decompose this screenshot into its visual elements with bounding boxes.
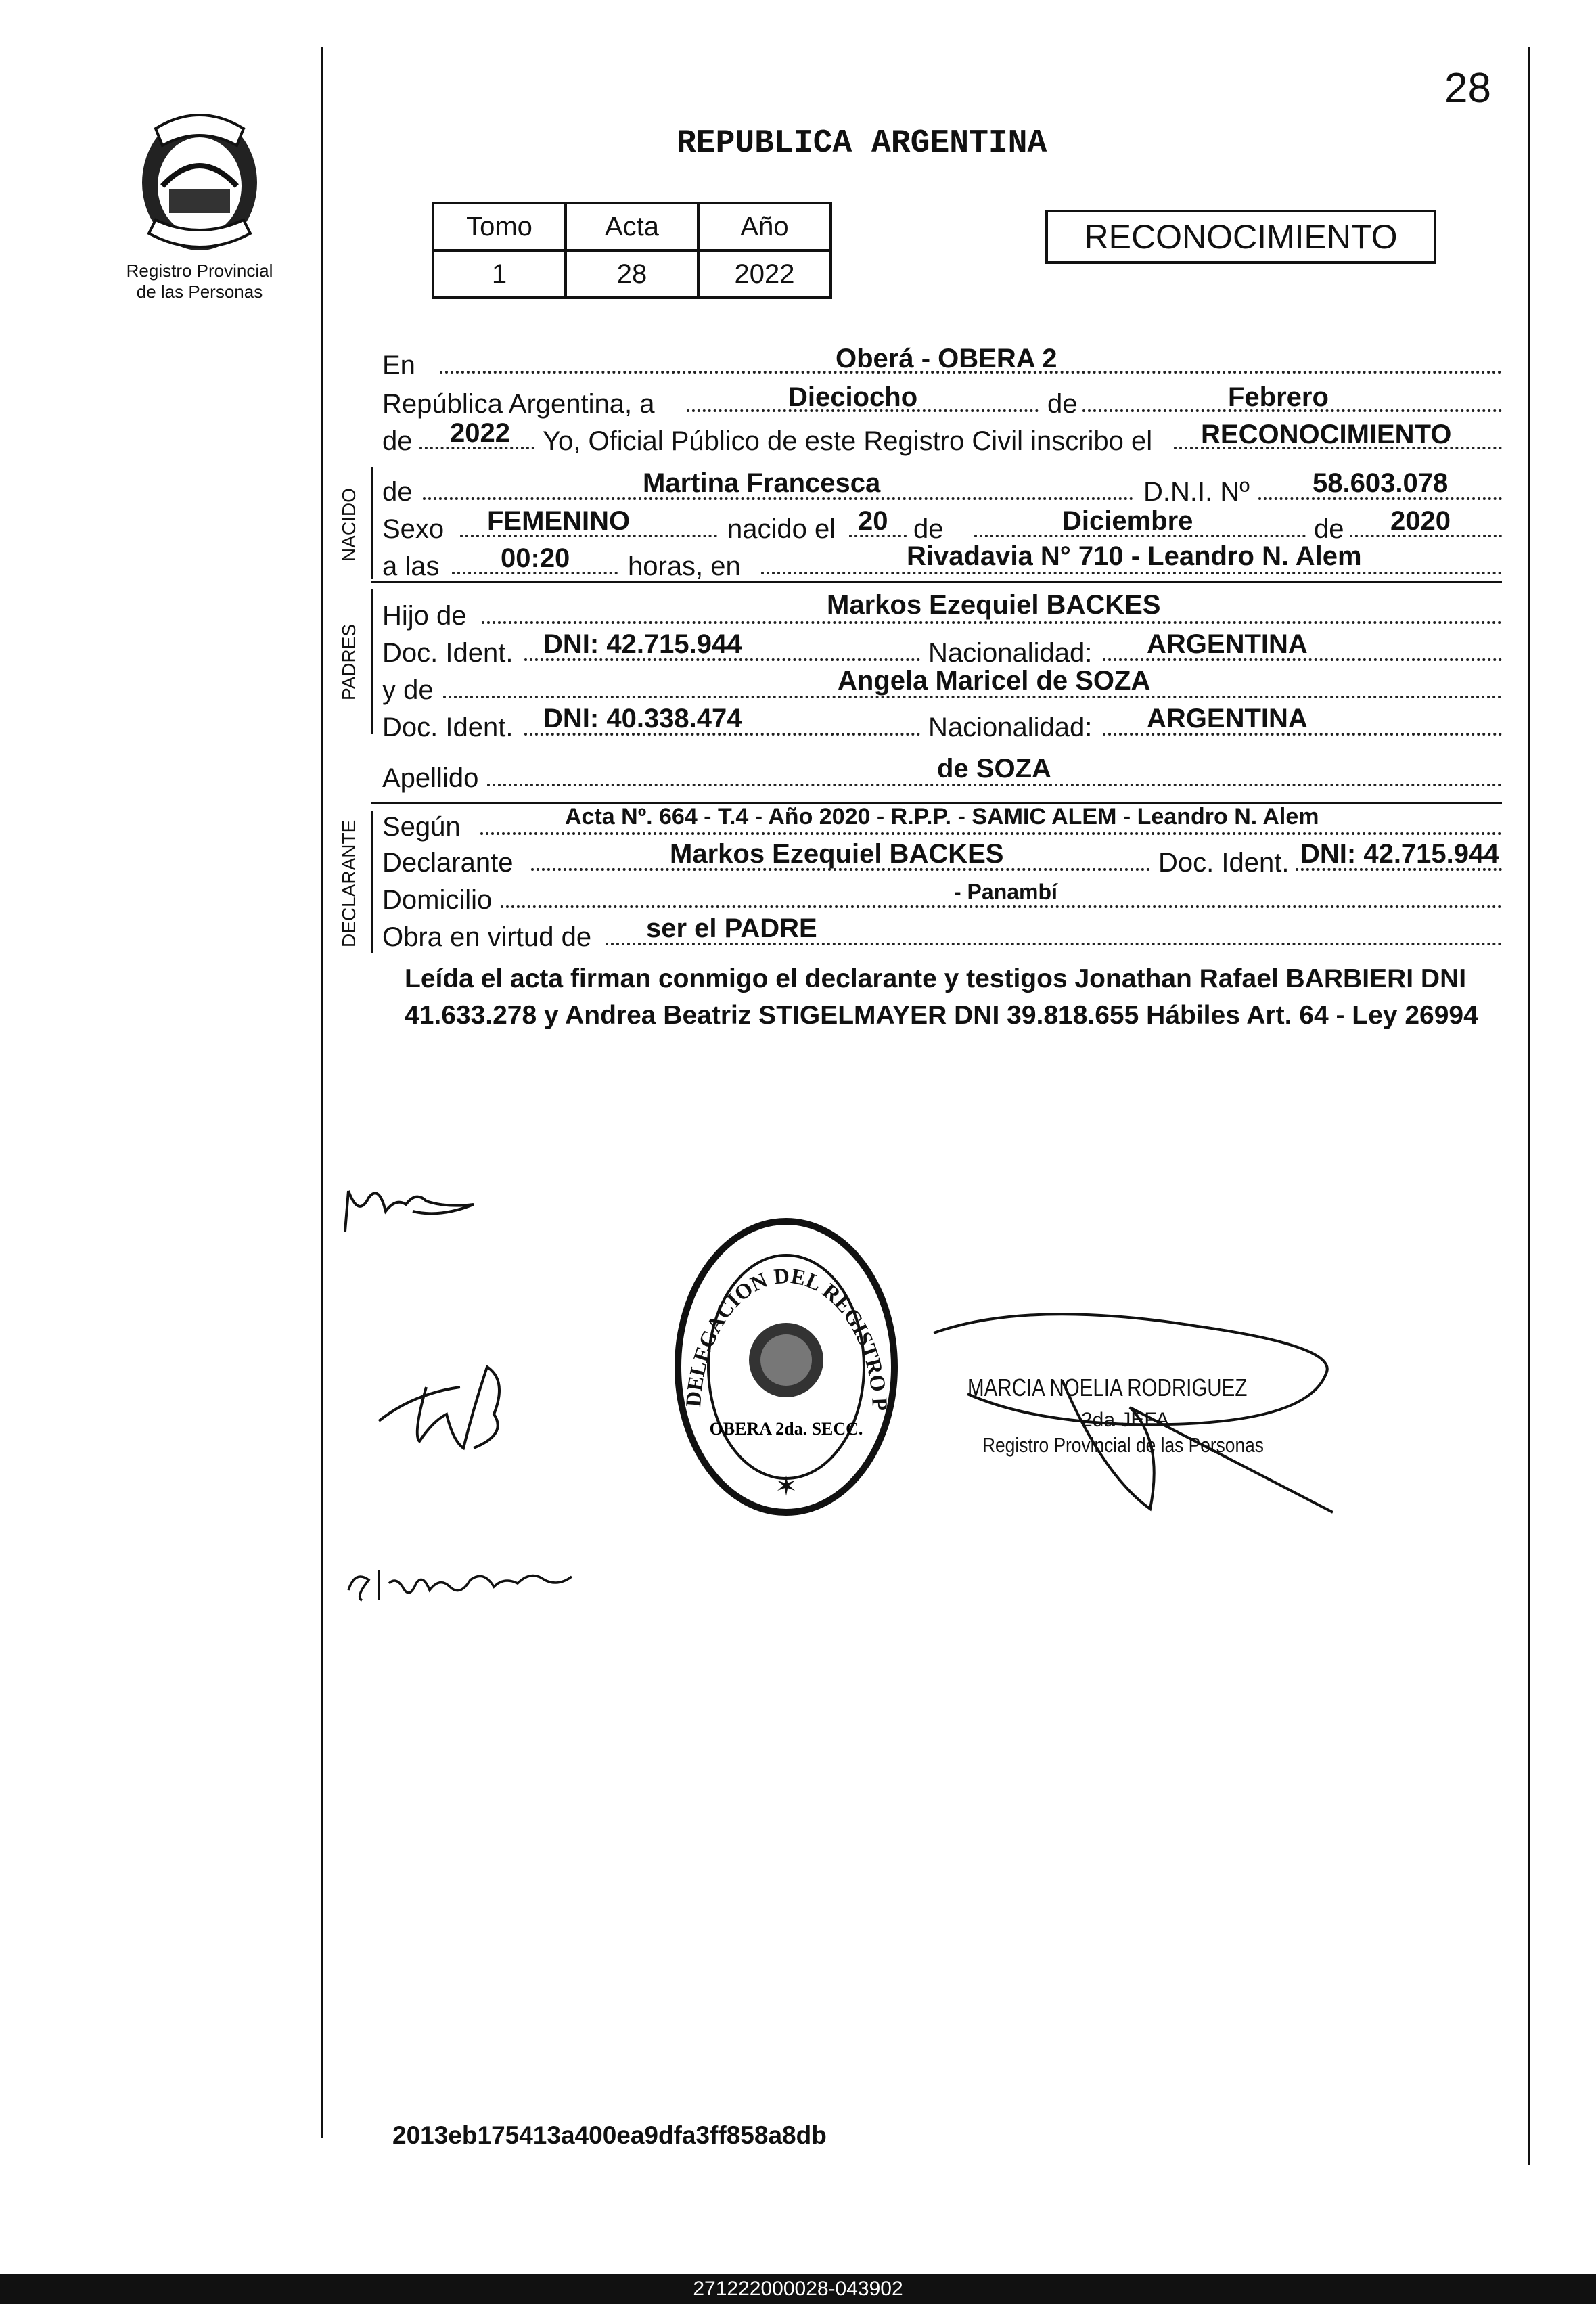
label-de2: de [382, 426, 413, 456]
label-apellido: Apellido [382, 763, 479, 793]
label-nacido-el: nacido el [727, 514, 836, 544]
record-table [432, 202, 832, 299]
section-divider [371, 467, 373, 579]
label-doc-decl: Doc. Ident. [1158, 848, 1290, 878]
value-tipo: RECONOCIMIENTO [1201, 420, 1452, 449]
left-margin-line [321, 47, 323, 2138]
value-madre: Angela Maricel de SOZA [838, 666, 1151, 696]
label-republica: República Argentina, a [382, 389, 655, 419]
label-hijo-de: Hijo de [382, 601, 467, 631]
value-lugar-nac: Rivadavia N° 710 - Leandro N. Alem [907, 541, 1362, 571]
value-padre-doc: DNI: 42.715.944 [543, 629, 742, 659]
stamp-ring-text: DELEGACION DEL REGISTRO P [681, 1263, 893, 1411]
label-de-mes: de [913, 514, 944, 544]
label-de-anio: de [1314, 514, 1344, 544]
closing-text: Leída el acta firman conmigo el declarante y testigos Jonathan Rafael BARBIERI DNI 41.633.278 y Andrea Beatriz STIGELMAYER DNI 39.818.655 Hábiles Art. 64 - Ley 26994 [405, 964, 1478, 1030]
official-name: MARCIA NOELIA RODRIGUEZ [967, 1374, 1248, 1401]
side-label-padres: PADRES [338, 623, 359, 700]
label-a-las: a las [382, 551, 440, 581]
section-divider [371, 589, 373, 734]
label-domicilio: Domicilio [382, 885, 493, 915]
value-lugar: Oberá - OBERA 2 [836, 344, 1057, 374]
emblem-icon [129, 105, 271, 261]
value-dia-nac: 20 [858, 506, 888, 536]
dots [761, 572, 1502, 574]
witness-signature [342, 1550, 578, 1610]
dots [480, 832, 1502, 835]
value-dni: 58.603.078 [1313, 468, 1449, 498]
value-mes-nac: Diciembre [1062, 506, 1193, 536]
logo-caption-1: Registro Provincial [126, 261, 273, 281]
value-segun: Acta Nº. 664 - T.4 - Año 2020 - R.P.P. - SAMIC ALEM - Leandro N. Alem [565, 804, 1319, 830]
stamp-bottom-text: OBERA 2da. SECC. [709, 1419, 863, 1439]
label-en: En [382, 351, 415, 380]
table-value-tomo: 1 [433, 250, 566, 298]
svg-text:✶: ✶ [775, 1472, 798, 1501]
witness-signature [372, 1340, 528, 1475]
right-margin-line [1528, 47, 1530, 2165]
label-dni: D.N.I. Nº [1143, 477, 1250, 507]
value-madre-nac: ARGENTINA [1147, 704, 1308, 733]
label-nac2: Nacionalidad: [928, 713, 1093, 742]
record-type-box: RECONOCIMIENTO [1045, 210, 1436, 264]
official-office: Registro Provincial de las Personas [982, 1433, 1264, 1457]
page-number: 28 [1444, 65, 1491, 112]
label-de: de [1047, 389, 1078, 419]
label-sexo: Sexo [382, 514, 444, 544]
value-obra: ser el PADRE [646, 913, 817, 943]
value-madre-doc: DNI: 40.338.474 [543, 704, 742, 733]
document-hash: 2013eb175413a400ea9dfa3ff858a8db [392, 2121, 827, 2149]
side-label-nacido: NACIDO [338, 488, 359, 562]
value-sexo: FEMENINO [487, 506, 631, 536]
declarant-signature [332, 1171, 487, 1238]
table-header-tomo: Tomo [433, 203, 566, 250]
official-title: 2da JEFA [1081, 1409, 1170, 1431]
value-hora: 00:20 [501, 543, 570, 573]
section-divider [371, 811, 373, 953]
value-mes: Febrero [1228, 382, 1329, 412]
value-apellido: de SOZA [937, 754, 1051, 784]
dots [501, 905, 1502, 908]
label-yo: Yo, Oficial Público de este Registro Civil inscribo el [543, 426, 1153, 456]
value-padre-nac: ARGENTINA [1147, 629, 1308, 659]
section-rule [371, 581, 1502, 583]
footer-barcode-text: 271222000028-043902 [0, 2274, 1596, 2304]
table-value-acta: 28 [566, 250, 698, 298]
value-anio-nac: 2020 [1390, 506, 1451, 536]
stamp-icon [666, 1211, 907, 1522]
label-de-nacido: de [382, 477, 413, 507]
table-header-anio: Año [698, 203, 831, 250]
value-declarante: Markos Ezequiel BACKES [670, 839, 1004, 869]
value-decl-doc: DNI: 42.715.944 [1300, 839, 1499, 869]
label-doc1: Doc. Ident. [382, 638, 514, 668]
value-dia: Dieciocho [788, 382, 918, 412]
value-nombre: Martina Francesca [643, 468, 881, 498]
value-padre: Markos Ezequiel BACKES [827, 590, 1161, 620]
table-value-anio: 2022 [698, 250, 831, 298]
side-label-declarante: DECLARANTE [338, 819, 359, 947]
table-header-acta: Acta [566, 203, 698, 250]
value-domicilio: - Panambí [954, 880, 1057, 904]
label-nac1: Nacionalidad: [928, 638, 1093, 668]
value-anio: 2022 [450, 418, 510, 448]
label-doc2: Doc. Ident. [382, 713, 514, 742]
province-emblem [129, 105, 271, 261]
document-title: REPUBLICA ARGENTINA [677, 125, 1047, 162]
logo-caption-2: de las Personas [136, 281, 263, 302]
official-stamp [666, 1211, 907, 1522]
label-y-de: y de [382, 675, 434, 705]
label-horas: horas, en [628, 551, 741, 581]
label-obra: Obra en virtud de [382, 922, 592, 952]
label-declarante: Declarante [382, 848, 514, 878]
dots [482, 621, 1502, 624]
label-segun: Según [382, 812, 461, 842]
